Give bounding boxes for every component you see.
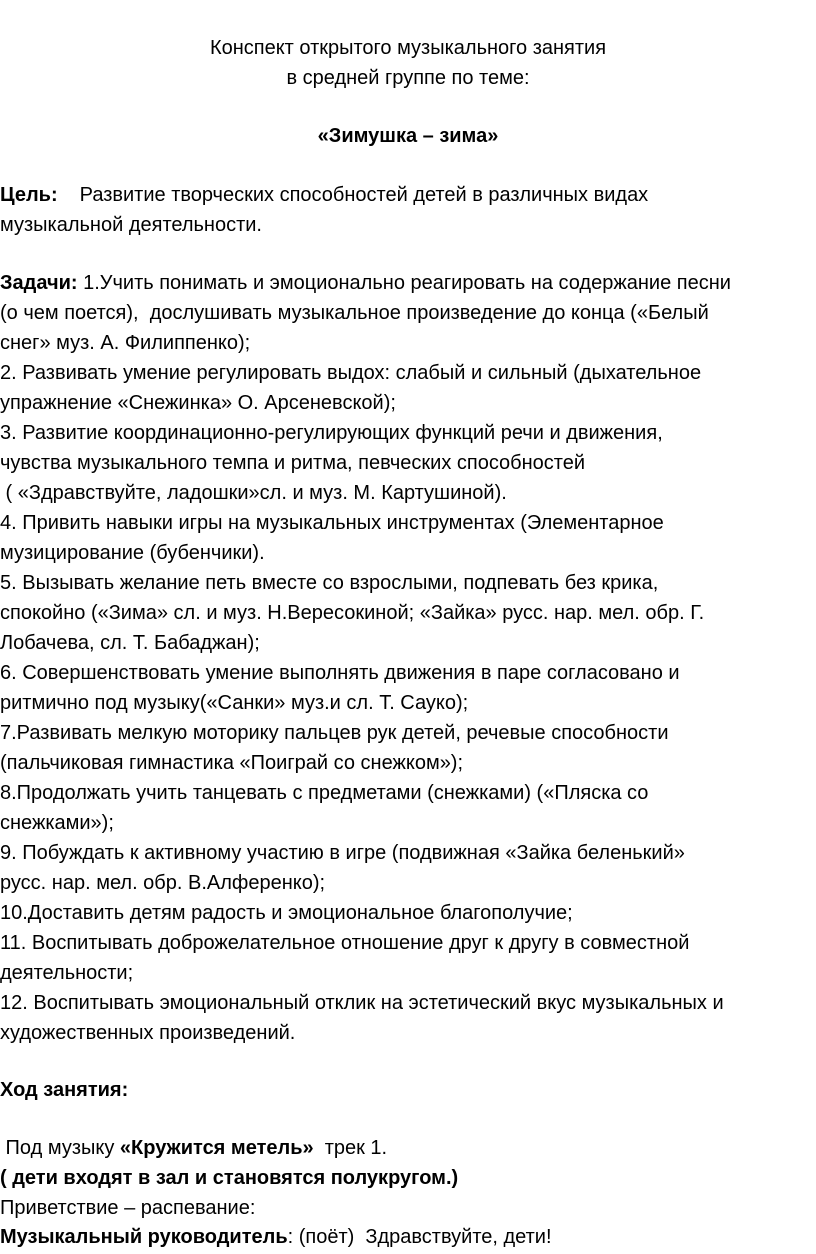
tasks-line: 6. Совершенствовать умение выполнять движения в паре согласовано и [0, 662, 680, 684]
tasks-label: Задачи: [0, 272, 78, 294]
document-title-line-2: в средней группе по теме: [286, 67, 530, 89]
director-text: : (поёт) Здравствуйте, дети! [287, 1226, 552, 1248]
tasks-line: 11. Воспитывать доброжелательное отношение друг к другу в совместной [0, 932, 690, 954]
director-label: Музыкальный руководитель [0, 1226, 288, 1248]
tasks-line: музицирование (бубенчики). [0, 542, 265, 564]
tasks-line: 3. Развитие координационно-регулирующих функций речи и движения, [0, 422, 663, 444]
tasks-line: 8.Продолжать учить танцевать с предметами (снежками) («Пляска со [0, 782, 649, 804]
tasks-line: ( «Здравствуйте, ладошки»сл. и муз. М. Картушиной). [0, 482, 507, 504]
task-1-start: 1.Учить понимать и эмоционально реагировать на содержание песни [77, 272, 731, 294]
tasks-line: русс. нар. мел. обр. В.Алференко); [0, 872, 326, 894]
music-prefix: Под музыку [0, 1137, 120, 1159]
tasks-line: деятельности; [0, 962, 134, 984]
music-title: «Кружится метель» [119, 1137, 314, 1159]
music-track: трек 1. [313, 1137, 388, 1159]
tasks-line: чувства музыкального темпа и ритма, певческих способностей [0, 452, 586, 474]
goal-line-1 [0, 180, 816, 210]
tasks-line: 4. Привить навыки игры на музыкальных инструментах (Элементарное [0, 512, 664, 534]
tasks-line: снег» муз. А. Филиппенко); [0, 332, 251, 354]
tasks-line: 2. Развивать умение регулировать выдох: слабый и сильный (дыхательное [0, 362, 702, 384]
document-title-line-1: Конспект открытого музыкального занятия [209, 37, 607, 59]
tasks-line: 7.Развивать мелкую моторику пальцев рук детей, речевые способности [0, 722, 669, 744]
tasks-line: 12. Воспитывать эмоциональный отклик на эстетический вкус музыкальных и [0, 992, 724, 1014]
tasks-line-1 [0, 268, 816, 298]
children-enter-note: ( дети входят в зал и становятся полукругом.) [0, 1167, 459, 1189]
tasks-line: 5. Вызывать желание петь вместе со взрослыми, подпевать без крика, [0, 572, 659, 594]
tasks-line: упражнение «Снежинка» О. Арсеневской); [0, 392, 396, 414]
tasks-line: художественных произведений. [0, 1022, 296, 1044]
tasks-line: 9. Побуждать к активному участию в игре (подвижная «Зайка беленький» [0, 842, 685, 864]
tasks-line: (пальчиковая гимнастика «Поиграй со снежком»); [0, 752, 464, 774]
tasks-line: Лобачева, сл. Т. Бабаджан); [0, 632, 260, 654]
goal-line-2: музыкальной деятельности. [0, 214, 262, 236]
tasks-line: (о чем поется), дослушивать музыкальное произведение до конца («Белый [0, 302, 709, 324]
music-line [0, 1133, 816, 1163]
greeting-line: Приветствие – распевание: [0, 1197, 256, 1219]
goal-label: Цель: [0, 184, 58, 206]
tasks-line: ритмично под музыку(«Санки» муз.и сл. Т. Сауко); [0, 692, 469, 714]
tasks-line: 10.Доставить детям радость и эмоциональное благополучие; [0, 902, 573, 924]
tasks-line: спокойно («Зима» сл. и муз. Н.Вересокиной; «Зайка» русс. нар. мел. обр. Г. [0, 602, 705, 624]
lesson-heading: Ход занятия: [0, 1079, 129, 1101]
lesson-theme: «Зимушка – зима» [317, 125, 499, 147]
tasks-line: снежками»); [0, 812, 114, 834]
goal-text: Развитие творческих способностей детей в различных видах [79, 184, 649, 206]
director-line [0, 1222, 816, 1252]
